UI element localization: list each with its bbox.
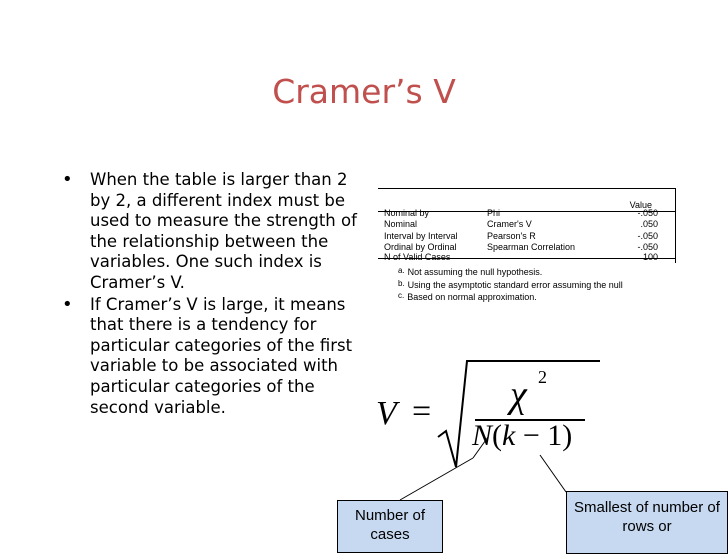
row-value: -.050 bbox=[637, 208, 658, 218]
row-value: .050 bbox=[640, 219, 658, 229]
row-measure: Phi bbox=[487, 208, 501, 218]
callout-smallest-rows: Smallest of number of rows or bbox=[566, 491, 728, 554]
row-measure: Pearson's R bbox=[487, 231, 536, 241]
formula-k: k bbox=[502, 419, 516, 452]
bullet-icon: • bbox=[62, 169, 73, 190]
row-measure: Spearman Correlation bbox=[487, 242, 576, 252]
formula-v: V bbox=[376, 395, 397, 432]
row-group: N of Valid Cases bbox=[384, 252, 451, 262]
footnote-mark: c. bbox=[398, 291, 405, 300]
bullet-icon: • bbox=[62, 293, 73, 315]
value-column-header: Value bbox=[629, 200, 652, 210]
bullet-text: If Cramer’s V is large, it means that there is a tendency for particular categories of the first variable to be associated with particular categories of the second variable. bbox=[90, 294, 353, 417]
footnote-mark: b. bbox=[398, 279, 405, 288]
footnote-text: Using the asymptotic standard error assuming the null bbox=[407, 280, 623, 290]
row-group: Ordinal by Ordinal bbox=[384, 242, 457, 252]
row-value: -.050 bbox=[637, 231, 658, 241]
formula-exponent: 2 bbox=[538, 367, 547, 387]
row-value: -.050 bbox=[637, 242, 658, 252]
row-group: Interval by Interval bbox=[384, 231, 458, 241]
row-group: Nominal by bbox=[384, 208, 430, 218]
footnote-mark: a. bbox=[398, 266, 405, 275]
formula-tail: − 1) bbox=[515, 419, 573, 452]
pointer-line-n bbox=[473, 437, 488, 458]
bullet-text: When the table is larger than 2 by 2, a different index must be used to measure the strength of the relationship between the variables. One such index is Cramer’s V. bbox=[90, 170, 357, 292]
footnote-text: Not assuming the null hypothesis. bbox=[407, 267, 543, 277]
formula-n: N bbox=[472, 419, 493, 452]
pointer-line-rows bbox=[540, 455, 566, 492]
row-measure: Cramer's V bbox=[487, 219, 532, 229]
formula-paren: ( bbox=[492, 419, 503, 452]
slide-title: Cramer’s V bbox=[272, 72, 456, 111]
footnote-text: Based on normal approximation. bbox=[407, 292, 537, 302]
pointer-line-cases bbox=[400, 458, 473, 500]
row-value: 100 bbox=[642, 252, 658, 262]
formula-equals: = bbox=[412, 393, 432, 430]
callout-number-of-cases: Number of cases bbox=[337, 500, 443, 553]
formula-chi: χ bbox=[510, 374, 527, 416]
row-group: Nominal bbox=[384, 219, 418, 229]
